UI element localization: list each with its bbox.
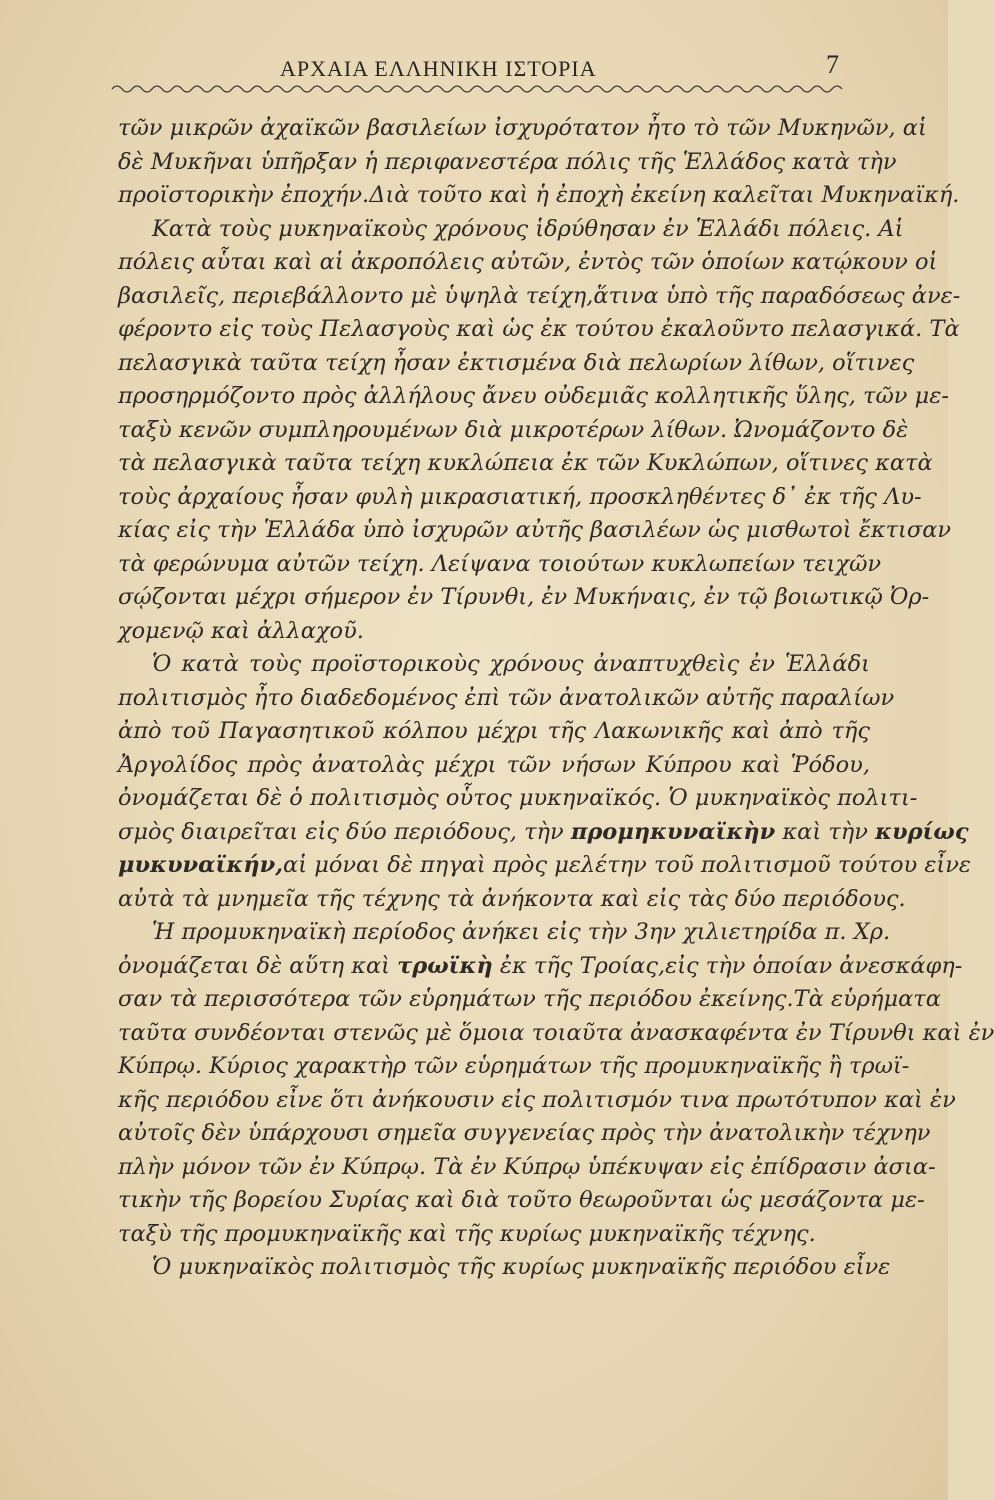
page-header <box>0 52 948 92</box>
text-line: τὰ φερώνυμα αὐτῶν τείχη. Λείψανα τοιούτων κυκλωπείων τειχῶν <box>118 550 882 577</box>
text-line: φέροντο εἰς τοὺς Πελασγοὺς καὶ ὡς ἐκ τούτου ἐκαλοῦντο πελασγικά. Τὰ <box>118 316 960 342</box>
text-line: σαν τὰ περισσότερα τῶν εὑρημάτων τῆς περιόδου ἐκείνης.Τὰ εὑρήματα <box>118 986 941 1012</box>
emphasis-term: τρωϊκὴ <box>397 952 493 979</box>
text-fragment: καὶ τὴν <box>782 818 868 845</box>
text-line: ἀπὸ τοῦ Παγασητικοῦ κόλπου μέχρι τῆς Λακωνικῆς καὶ ἀπὸ τῆς <box>118 718 870 744</box>
text-line: Κατὰ τοὺς μυκηναϊκοὺς χρόνους ἱδρύθησαν ἐν Ἑλλάδι πόλεις. Αἱ <box>152 215 904 242</box>
text-line: τῶν μικρῶν ἀχαϊκῶν βασιλείων ἰσχυρότατον ἦτο τὸ τῶν Μυκηνῶν, αἱ <box>118 115 927 141</box>
running-title: ΑΡΧΑΙΑ ΕΛΛΗΝΙΚΗ ΙΣΤΟΡΙΑ <box>280 56 597 81</box>
text-line: αὐτὰ τὰ μνημεῖα τῆς τέχνης τὰ ἀνήκοντα καὶ εἰς τὰς δύο περιόδους. <box>118 885 906 912</box>
text-line: πόλεις αὗται καὶ αἱ ἀκροπόλεις αὐτῶν, ἐντὸς τῶν ὁποίων κατῴκουν οἱ <box>118 249 938 275</box>
text-line: τὰ πελασγικὰ ταῦτα τείχη κυκλώπεια ἐκ τῶν Κυκλώπων, οἵτινες κατὰ <box>118 450 933 476</box>
emphasis-term: κυρίως <box>875 818 969 845</box>
text-fragment: ἐκ τῆς Τροίας,εἰς τὴν ὁποίαν ἀνεσκάφη- <box>499 952 963 979</box>
text-line: αὐτοῖς δὲν ὑπάρχουσι σημεῖα συγγενείας πρὸς τὴν ἀνατολικὴν τέχνην <box>118 1120 931 1146</box>
text-line: κῆς περιόδου εἶνε ὅτι ἀνήκουσιν εἰς πολιτισμόν τινα πρωτότυπον καὶ ἐν <box>118 1086 956 1113</box>
emphasis-term: προμηκυναϊκὴν <box>570 818 776 845</box>
text-line: προϊστορικὴν ἐποχήν.Διὰ τοῦτο καὶ ἡ ἐποχὴ ἐκείνη καλεῖται Μυκηναϊκή. <box>118 182 960 208</box>
text-fragment: ὀνομάζεται δὲ αὕτη καὶ <box>118 952 390 979</box>
text-line: βασιλεῖς, περιεβάλλοντο μὲ ὑψηλὰ τείχη,ἅτινα ὑπὸ τῆς παραδόσεως ἀνε- <box>118 282 961 309</box>
text-line: Ἀργολίδος πρὸς ἀνατολὰς μέχρι τῶν νήσων Κύπρου καὶ Ῥόδου, <box>118 751 870 778</box>
page-number: 7 <box>826 50 839 79</box>
text-line: δὲ Μυκῆναι ὑπῆρξαν ἡ περιφανεστέρα πόλις τῆς Ἑλλάδος κατὰ τὴν <box>118 148 897 175</box>
emphasis-term: μυκυναϊκήν, <box>118 852 284 878</box>
text-line: πελασγικὰ ταῦτα τείχη ἦσαν ἐκτισμένα διὰ πελωρίων λίθων, οἵτινες <box>118 349 915 376</box>
text-fragment: αἱ μόναι δὲ πηγαὶ πρὸς μελέτην τοῦ πολιτισμοῦ τούτου εἶνε <box>283 852 971 878</box>
text-line: ταξὺ τῆς προμυκηναϊκῆς καὶ τῆς κυρίως μυκηναϊκῆς τέχνης. <box>118 1220 816 1247</box>
text-line-emphasis <box>118 849 971 883</box>
text-line: Ἡ προμυκηναϊκὴ περίοδος ἀνήκει εἰς τὴν 3ην χιλιετηρίδα π. Χρ. <box>152 919 891 945</box>
text-line: τικὴν τῆς βορείου Συρίας καὶ διὰ τοῦτο θεωροῦνται ὡς μεσάζοντα με- <box>118 1187 925 1213</box>
text-line: ὀνομάζεται δὲ ὁ πολιτισμὸς οὗτος μυκηναϊκός. Ὁ μυκηναϊκὸς πολιτι- <box>118 785 918 811</box>
text-line: προσηρμόζοντο πρὸς ἀλλήλους ἄνευ οὐδεμιᾶς κολλητικῆς ὕλης, τῶν με- <box>118 383 949 409</box>
body-text <box>118 112 994 1285</box>
text-line: Ὁ κατὰ τοὺς προϊστορικοὺς χρόνους ἀναπτυχθεὶς ἐν Ἑλλάδι <box>152 651 870 677</box>
text-line: ταῦτα συνδέονται στενῶς μὲ ὅμοια τοιαῦτα ἀνασκαφέντα ἐν Τίρυνθι καὶ ἐν <box>118 1019 994 1046</box>
text-line-emphasis <box>118 816 969 850</box>
text-line: Κύπρῳ. Κύριος χαρακτὴρ τῶν εὑρημάτων τῆς προμυκηναϊκῆς ἢ τρωϊ- <box>118 1053 910 1079</box>
text-line: σῴζονται μέχρι σήμερον ἐν Τίρυνθι, ἐν Μυκήναις, ἐν τῷ βοιωτικῷ Ὀρ- <box>118 584 930 610</box>
text-line: πλὴν μόνον τῶν ἐν Κύπρῳ. Τὰ ἐν Κύπρῳ ὑπέκυψαν εἰς ἐπίδρασιν ἀσια- <box>118 1153 936 1180</box>
text-line: ταξὺ κενῶν συμπληρουμένων διὰ μικροτέρων λίθων. Ὠνομάζοντο δὲ <box>118 416 909 443</box>
text-line: χομενῷ καὶ ἀλλαχοῦ. <box>118 617 364 644</box>
text-line: πολιτισμὸς ἦτο διαδεδομένος ἐπὶ τῶν ἀνατολικῶν αὐτῆς παραλίων <box>118 684 895 711</box>
text-line: κίας εἰς τὴν Ἑλλάδα ὑπὸ ἰσχυρῶν αὐτῆς βασιλέων ὡς μισθωτοὶ ἔκτισαν <box>118 517 952 543</box>
text-line: Ὁ μυκηναϊκὸς πολιτισμὸς τῆς κυρίως μυκηναϊκῆς περιόδου εἶνε <box>152 1254 891 1280</box>
wavy-rule-ornament <box>112 82 842 96</box>
text-line: τοὺς ἀρχαίους ἦσαν φυλὴ μικρασιατική, προσκληθέντες δ᾽ ἐκ τῆς Λυ- <box>118 483 922 510</box>
text-line-emphasis <box>118 950 963 984</box>
text-fragment: σμὸς διαιρεῖται εἰς δύο περιόδους, τὴν <box>118 818 564 845</box>
